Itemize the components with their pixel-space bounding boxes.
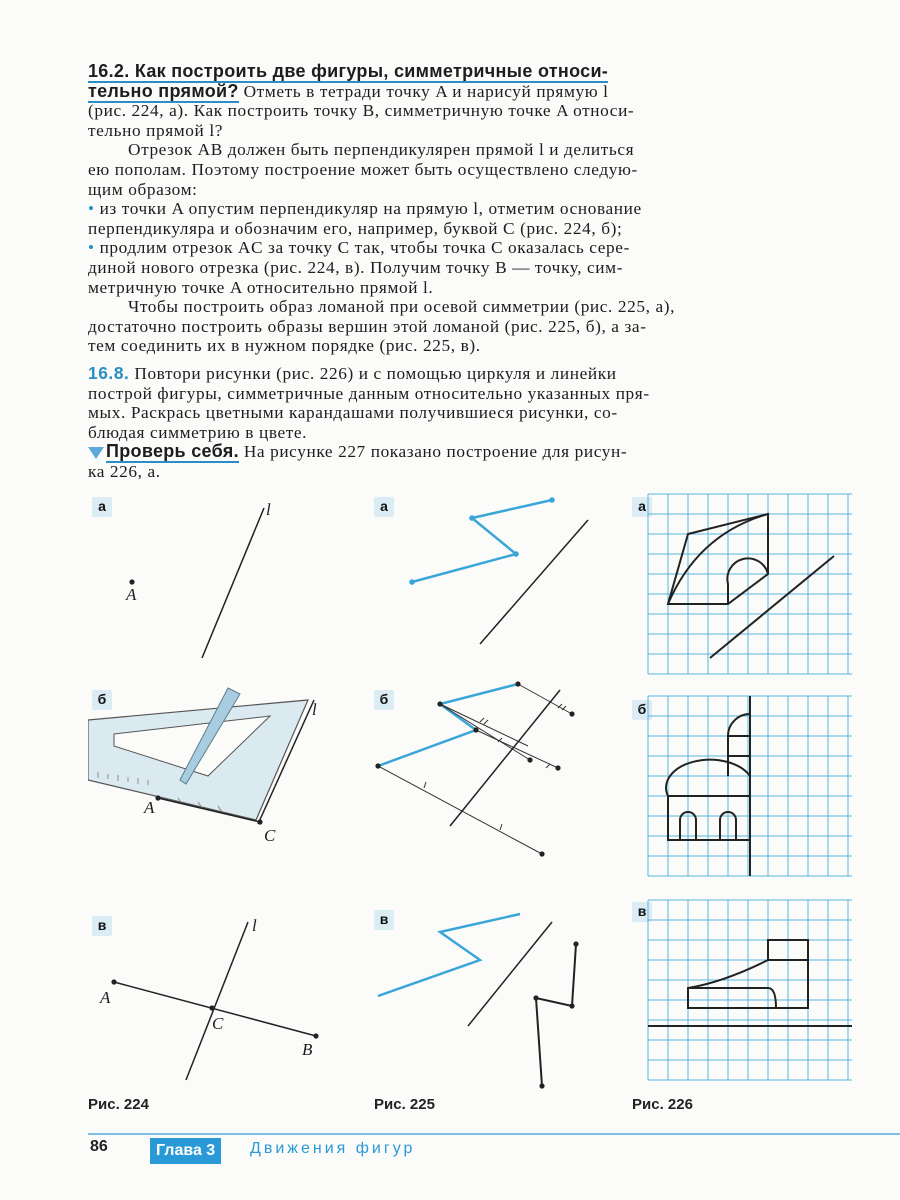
fig224-b-A-label: A bbox=[144, 798, 155, 817]
exercise-line1: Повтори рисунки (рис. 226) и с помощью циркуля и линейки bbox=[129, 364, 617, 383]
fig224-label-v: в bbox=[92, 916, 112, 936]
fig225-label-b: б bbox=[374, 690, 394, 710]
fig225-a-drawing bbox=[370, 490, 620, 670]
fig224-v-drawing bbox=[88, 910, 348, 1090]
bullet2-line2: диной нового отрезка (рис. 224, в). Получим точку B — точку, сим- bbox=[88, 257, 624, 277]
fig224-label-b: б bbox=[92, 690, 112, 710]
fig224-a-A-label: A bbox=[126, 585, 137, 604]
chapter-title: Движения фигур bbox=[250, 1140, 416, 1157]
page-number: 86 bbox=[90, 1138, 108, 1155]
para1-line2: ею пополам. Поэтому построение может быть осуществлено следую- bbox=[88, 159, 638, 179]
fig224-label-a: а bbox=[92, 497, 112, 517]
polyline-blue bbox=[412, 500, 552, 582]
fig224-v-l-label: l bbox=[252, 916, 257, 935]
symmetry-axis bbox=[468, 922, 552, 1026]
tick-marks bbox=[424, 704, 566, 830]
fig226-label-b: б bbox=[632, 700, 652, 720]
point-C-dot bbox=[209, 1005, 214, 1010]
exercise-line3: мых. Раскрась цветными карандашами получившиеся рисунки, со- bbox=[88, 403, 618, 423]
para1-line3: щим образом: bbox=[88, 179, 198, 199]
polyline-blue bbox=[378, 684, 518, 766]
intro-text-3: тельно прямой l? bbox=[88, 120, 223, 140]
section-heading-line2: тельно прямой? bbox=[88, 80, 239, 101]
section-16-2 bbox=[88, 62, 856, 356]
fig224-v-A-label: A bbox=[100, 988, 111, 1007]
symmetry-axis bbox=[450, 690, 560, 826]
polyline-blue bbox=[378, 914, 520, 996]
point-A-dot bbox=[111, 979, 116, 984]
exercise-line4: блюдая симметрию в цвете. bbox=[88, 422, 308, 442]
point-C-dot bbox=[257, 819, 262, 824]
point-A-dot bbox=[155, 795, 160, 800]
para2-line1: Чтобы построить образ ломаной при осевой симметрии (рис. 225, а), bbox=[128, 297, 675, 317]
fig224-a-l-label: l bbox=[266, 500, 271, 519]
fig225-label-a: а bbox=[374, 497, 394, 517]
footer-rule bbox=[88, 1133, 900, 1135]
fig226-v-drawing bbox=[628, 896, 858, 1090]
fig226-a-drawing bbox=[628, 490, 858, 680]
exercise-number: 16.8. bbox=[88, 363, 130, 383]
bullet2-line3: метричную точке A относительно прямой l. bbox=[88, 277, 434, 297]
caption-fig224: Рис. 224 bbox=[88, 1096, 149, 1113]
exercise-line2: построй фигуры, симметричные данным относительно указанных пря- bbox=[88, 383, 650, 403]
polyline-black bbox=[536, 944, 576, 1086]
triangle-marker-icon bbox=[88, 447, 104, 459]
fig226-label-a: а bbox=[632, 497, 652, 517]
fig224-v-C-label: C bbox=[212, 1014, 224, 1033]
fig225-b-drawing bbox=[370, 676, 620, 866]
bullet2-line1: продлим отрезок AC за точку C так, чтобы точка C оказалась сере- bbox=[99, 238, 630, 258]
point-A-dot bbox=[129, 579, 134, 584]
section-heading-line1: 16.2. Как построить две фигуры, симметричные относи- bbox=[88, 61, 609, 81]
bullet-dot-icon: • bbox=[88, 199, 95, 219]
bullet-dot-icon: • bbox=[88, 238, 95, 258]
construction-lines bbox=[378, 684, 572, 854]
chapter-badge: Глава 3 bbox=[150, 1138, 221, 1164]
fig226-label-v: в bbox=[632, 902, 652, 922]
fig224-v-B-label: B bbox=[302, 1040, 313, 1059]
line-l bbox=[202, 508, 264, 658]
check-line2: ка 226, а. bbox=[88, 461, 161, 481]
para2-line3: тем соединить их в нужном порядке (рис. 225, в). bbox=[88, 336, 481, 356]
caption-fig226: Рис. 226 bbox=[632, 1096, 693, 1113]
fig224-b-drawing bbox=[88, 680, 348, 860]
caption-fig225: Рис. 225 bbox=[374, 1096, 435, 1113]
bullet1-line1: из точки A опустим перпендикуляр на прямую l, отметим основание bbox=[99, 199, 642, 219]
para1-line1: Отрезок AB должен быть перпендикулярен прямой l и делиться bbox=[128, 140, 635, 160]
grid bbox=[648, 900, 852, 1080]
intro-text-2: (рис. 224, а). Как построить точку B, симметричную точке A относи- bbox=[88, 101, 635, 121]
fig225-label-v: в bbox=[374, 910, 394, 930]
fig224-b-C-label: C bbox=[264, 826, 276, 845]
check-line1: На рисунке 227 показано построение для рисун- bbox=[238, 442, 628, 462]
fig225-v-drawing bbox=[370, 904, 620, 1094]
exercise-16-8 bbox=[88, 364, 856, 482]
fig224-b-l-label: l bbox=[312, 700, 317, 719]
page-footer bbox=[88, 1130, 900, 1166]
fig226-b-drawing bbox=[628, 692, 858, 882]
line-l bbox=[186, 922, 248, 1080]
bullet1-line2: перпендикуляра и обозначим его, например, буквой C (рис. 224, б); bbox=[88, 218, 623, 238]
intro-text-1: Отметь в тетради точку A и нарисуй прямую l bbox=[238, 81, 609, 101]
para2-line2: достаточно построить образы вершин этой ломаной (рис. 225, б), а за- bbox=[88, 316, 647, 336]
point-B-dot bbox=[313, 1033, 318, 1038]
check-yourself-label: Проверь себя. bbox=[106, 441, 239, 462]
